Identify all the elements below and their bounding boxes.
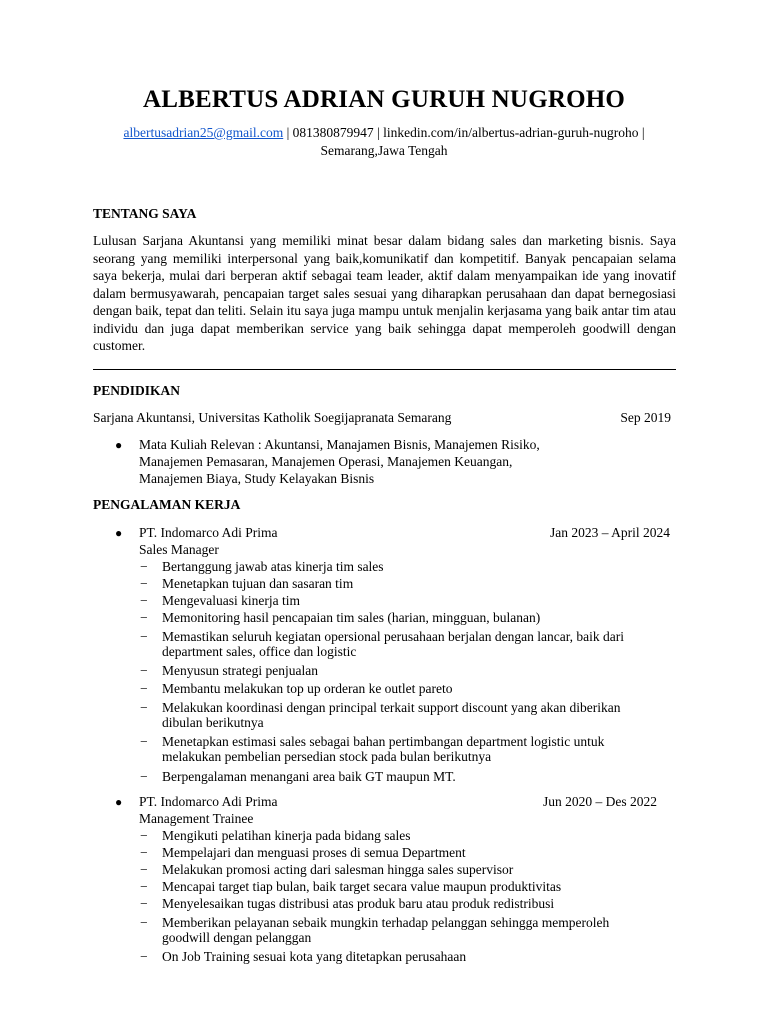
contact-location: Semarang,Jawa Tengah xyxy=(320,143,448,158)
job-task-list xyxy=(140,559,660,784)
bullet-icon: ● xyxy=(115,438,123,452)
contact-phone-linkedin: | 081380879947 | linkedin.com/in/albertus-adrian-guruh-nugroho | xyxy=(283,125,645,140)
bullet-icon: ● xyxy=(115,526,123,540)
task-item: − Mempelajari dan menguasi proses di semua Department xyxy=(140,845,466,860)
job-date: Jan 2023 – April 2024 xyxy=(550,525,670,540)
task-item: − Membantu melakukan top up orderan ke outlet pareto xyxy=(140,681,453,696)
task-item: − Melakukan promosi acting dari salesman hingga sales supervisor xyxy=(140,862,514,877)
coursework-line: Mata Kuliah Relevan : Akuntansi, Manajamen Bisnis, Manajemen Risiko, xyxy=(139,437,540,452)
task-item: − Menyusun strategi penjualan xyxy=(140,663,318,678)
task-item: − Memastikan seluruh kegiatan opersional perusahaan berjalan dengan lancar, baik dari department sales, office dan logistic xyxy=(140,629,625,659)
section-heading-about: TENTANG SAYA xyxy=(93,206,197,221)
job-title: Management Trainee xyxy=(139,811,254,826)
coursework-line: Manajemen Pemasaran, Manajemen Operasi, Manajemen Keuangan, xyxy=(139,454,513,469)
job-header xyxy=(114,793,674,827)
task-item: − Memberikan pelayanan sebaik mungkin terhadap pelanggan sehingga memperoleh goodwill dengan pelanggan xyxy=(140,915,610,945)
job-task-list xyxy=(140,828,660,964)
education-coursework xyxy=(139,436,619,487)
candidate-name: ALBERTUS ADRIAN GURUH NUGROHO xyxy=(142,86,626,113)
bullet-icon: ● xyxy=(115,795,123,809)
task-item: − Mengikuti pelatihan kinerja pada bidang sales xyxy=(140,828,411,843)
job-company: PT. Indomarco Adi Prima xyxy=(139,525,278,540)
job-company: PT. Indomarco Adi Prima xyxy=(139,794,278,809)
education-date: Sep 2019 xyxy=(620,410,671,425)
about-paragraph: Lulusan Sarjana Akuntansi yang memiliki minat besar dalam bidang sales dan marketing bisnis. Saya seorang yang memiliki interpersonal yang baik,komunikatif dan kompetitif. Banyak pencapaian selama saya bekerja, mulai dari berperan aktif sebagai team leader, aktif dalam menyampaikan ide yang inovatif dalam bermusyawarah, pencapaian target sales sesuai yang diharapkan perusahaan dan dapat bernegosiasi dengan baik, tepat dan teliti. Selain itu saya juga mampu untuk menjalin kerjasama yang baik antar tim atau individu dan juga dapat memberikan service yang baik sehingga dapat memperoleh goodwill dengan customer. xyxy=(93,233,676,353)
section-divider xyxy=(93,369,676,370)
job-date: Jun 2020 – Des 2022 xyxy=(543,794,657,809)
task-item: − Berpengalaman menangani area baik GT maupun MT. xyxy=(140,769,456,784)
task-item: − Melakukan koordinasi dengan principal terkait support discount yang akan diberikan dibulan berikutnya xyxy=(140,700,621,730)
section-heading-education: PENDIDIKAN xyxy=(93,383,181,398)
task-item: − Memonitoring hasil pencapaian tim sales (harian, mingguan, bulanan) xyxy=(140,610,541,625)
task-item: − Mencapai target tiap bulan, baik target secara value maupun produktivitas xyxy=(140,879,562,894)
task-item: − Bertanggung jawab atas kinerja tim sales xyxy=(140,559,384,574)
job-title: Sales Manager xyxy=(139,542,219,557)
email-link[interactable]: albertusadrian25@gmail.com xyxy=(123,125,284,140)
task-item: − Menyelesaikan tugas distribusi atas produk baru atau produk redistribusi xyxy=(140,896,555,911)
education-entry xyxy=(93,410,676,426)
coursework-line: Manajemen Biaya, Study Kelayakan Bisnis xyxy=(139,471,375,486)
task-item: − Menetapkan estimasi sales sebagai bahan pertimbangan department logistic untuk melakukan pembelian persedian stock pada bulan berikutnya xyxy=(140,734,605,764)
job-header xyxy=(114,524,674,558)
section-heading-experience: PENGALAMAN KERJA xyxy=(93,497,241,512)
contact-info xyxy=(100,124,668,160)
task-item: − Menetapkan tujuan dan sasaran tim xyxy=(140,576,354,591)
task-item: − Mengevaluasi kinerja tim xyxy=(140,593,300,608)
task-item: − On Job Training sesuai kota yang ditetapkan perusahaan xyxy=(140,949,467,964)
education-degree: Sarjana Akuntansi, Universitas Katholik Soegijapranata Semarang xyxy=(93,410,452,425)
